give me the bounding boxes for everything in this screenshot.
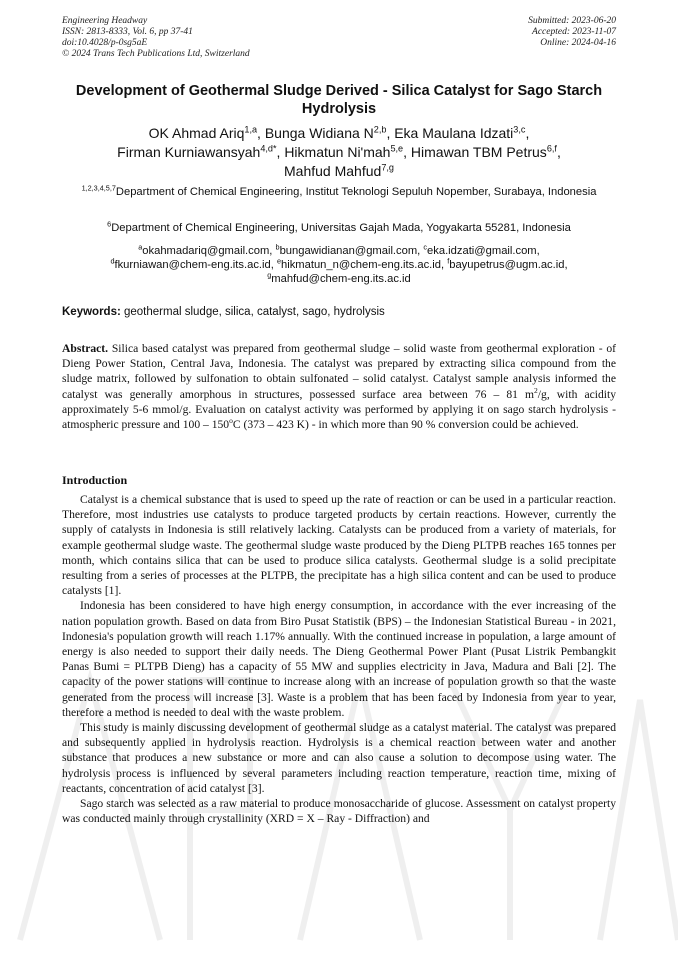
journal-name: Engineering Headway	[62, 16, 148, 26]
email-address: $^f$bayupetrus@ugm.ac.id,	[447, 256, 568, 271]
submitted-date: Submitted: 2023-06-20	[528, 16, 616, 26]
abstract: Abstract. Silica based catalyst was prepared from geothermal sludge – solid waste from geothermal exploration - of Dieng Power Station, Central Java, Indonesia. The catalyst was prepared by extracting silica compound from the sludge matrix, followed by sulfonation to obtain sulfonated – solid catalyst. Catalyst sample analysis informed the catalyst was generally amorphous in structures, possessed surface area between 76 – 81 $m^2/g$, with acidity approximately 5-6 mmol/g. Evaluation on catalyst activity was performed by applying it on sago starch hydrolysis - atmospheric pressure and 100 – 150$^o$C (373 – 423 K) - in which more than 90 % conversion could be achieved.	[62, 342, 616, 432]
doi-line: doi:10.4028/p-0sg5aE	[62, 38, 148, 48]
issn-line: ISSN: 2813-8333, Vol. 6, pp 37-41	[62, 27, 193, 37]
affiliation: $^6$Department of Chemical Engineering, Universitas Gajah Mada, Yogyakarta 55281, Indonesia	[107, 219, 571, 234]
email-address: $^a$okahmadariq@gmail.com,	[138, 242, 276, 257]
keywords-text: geothermal sludge, silica, catalyst, sago, hydrolysis	[124, 306, 385, 318]
author: Hikmatun Ni'mah$^{5,e}$,	[284, 143, 411, 160]
author: Himawan TBM Petrus$^{6,f}$,	[410, 143, 561, 160]
paragraph: This study is mainly discussing development of geothermal sludge as a catalyst material. The catalyst was prepared and subsequently applied in hydrolysis reaction. Hydrolysis is a chemical reaction between water and another substance that produces a new substance or more and can also cause a solution to decompose using water. The hydrolysis process is influenced by several parameters including reaction temperature, reaction time, mixing of reactants, concentration of acid catalyst [3].	[62, 721, 616, 795]
author: Bunga Widiana N$^{2,b}$,	[264, 124, 391, 141]
paragraph: Indonesia has been considered to have high energy consumption, in accordance with the ever increasing of the nation population growth. Based on data from Biro Pusat Statistik (BPS) – the Indonesian Statistical Bureau - in 2021, Indonesia's population growth will reach 1.17% annually. With the continued increase in population, a large amount of energy is also needed to support their daily needs. The Dieng Geothermal Power Plant (Pusat Listrik Pembangkit Panas Bumi = PLTPB Dieng) has a capacity of 55 MW and supplies electricity in Java, Madura and Bali [2]. The capacity of the power stations will continue to increase along with an increase of population growth so that the waste generated from the process will increase [3]. Waste is a problem that has been faced by Indonesia from year to year, therefore a method is needed to deal with the waste problem.	[62, 599, 616, 719]
author: Mahfud Mahfud$^{7,g}$	[284, 162, 394, 179]
email-address: $^c$eka.idzati@gmail.com,	[423, 242, 540, 257]
online-date: Online: 2024-04-16	[540, 38, 616, 48]
paragraph: Catalyst is a chemical substance that is used to speed up the rate of reaction or can be used in a particular reaction. Therefore, most industries use catalysts to produce targeted products by certain reactions. However, currently the supply of catalysts in Indonesia is still relatively lacking. Catalysts can be produced from a variety of materials, for example geothermal sludge waste. The geothermal sludge waste produced by the Dieng PLTPB reaches 165 tonnes per month, which contains silica that can be used to produce silica catalysts. Geothermal sludge is a solid precipitate resulting from a series of processes at the PLTPB, the precipitate has a high silica content and can be used to produce catalysts [1].	[62, 493, 616, 598]
author: Eka Maulana Idzati$^{3,c}$,	[394, 124, 530, 141]
copyright-line: © 2024 Trans Tech Publications Ltd, Switzerland	[62, 49, 250, 59]
email-list	[62, 244, 616, 286]
affiliation: $^{1,2,3,4,5,7}$Department of Chemical Engineering, Institut Teknologi Sepuluh Nopember, Surabaya, Indonesia	[81, 183, 597, 198]
author-list	[62, 124, 616, 181]
journal-info	[62, 16, 250, 60]
section-heading-introduction: Introduction	[62, 473, 128, 487]
paragraph: Sago starch was selected as a raw material to produce monosaccharide of glucose. Assessment on catalyst property was conducted mainly through crystallinity (XRD = X – Ray - Diffraction) and	[62, 797, 616, 826]
email-address: $^d$fkurniawan@chem-eng.its.ac.id,	[110, 256, 277, 271]
keywords-label: Keywords:	[62, 306, 121, 318]
publisher-watermark	[0, 640, 678, 959]
accepted-date: Accepted: 2023-11-07	[532, 27, 616, 37]
abstract-label: Abstract.	[62, 342, 109, 355]
keywords	[62, 305, 616, 319]
author: OK Ahmad Ariq$^{1,a}$,	[148, 124, 265, 141]
email-address: $^e$hikmatun_n@chem-eng.its.ac.id,	[276, 256, 448, 271]
paper-title: Development of Geothermal Sludge Derived - Silica Catalyst for Sago Starch Hydrolysis	[75, 83, 603, 117]
submission-dates	[528, 16, 616, 49]
email-address: $^g$mahfud@chem-eng.its.ac.id	[267, 270, 411, 285]
author: Firman Kurniawansyah$^{4,d*}$,	[117, 143, 285, 160]
email-address: $^b$bungawidianan@gmail.com,	[275, 242, 424, 257]
